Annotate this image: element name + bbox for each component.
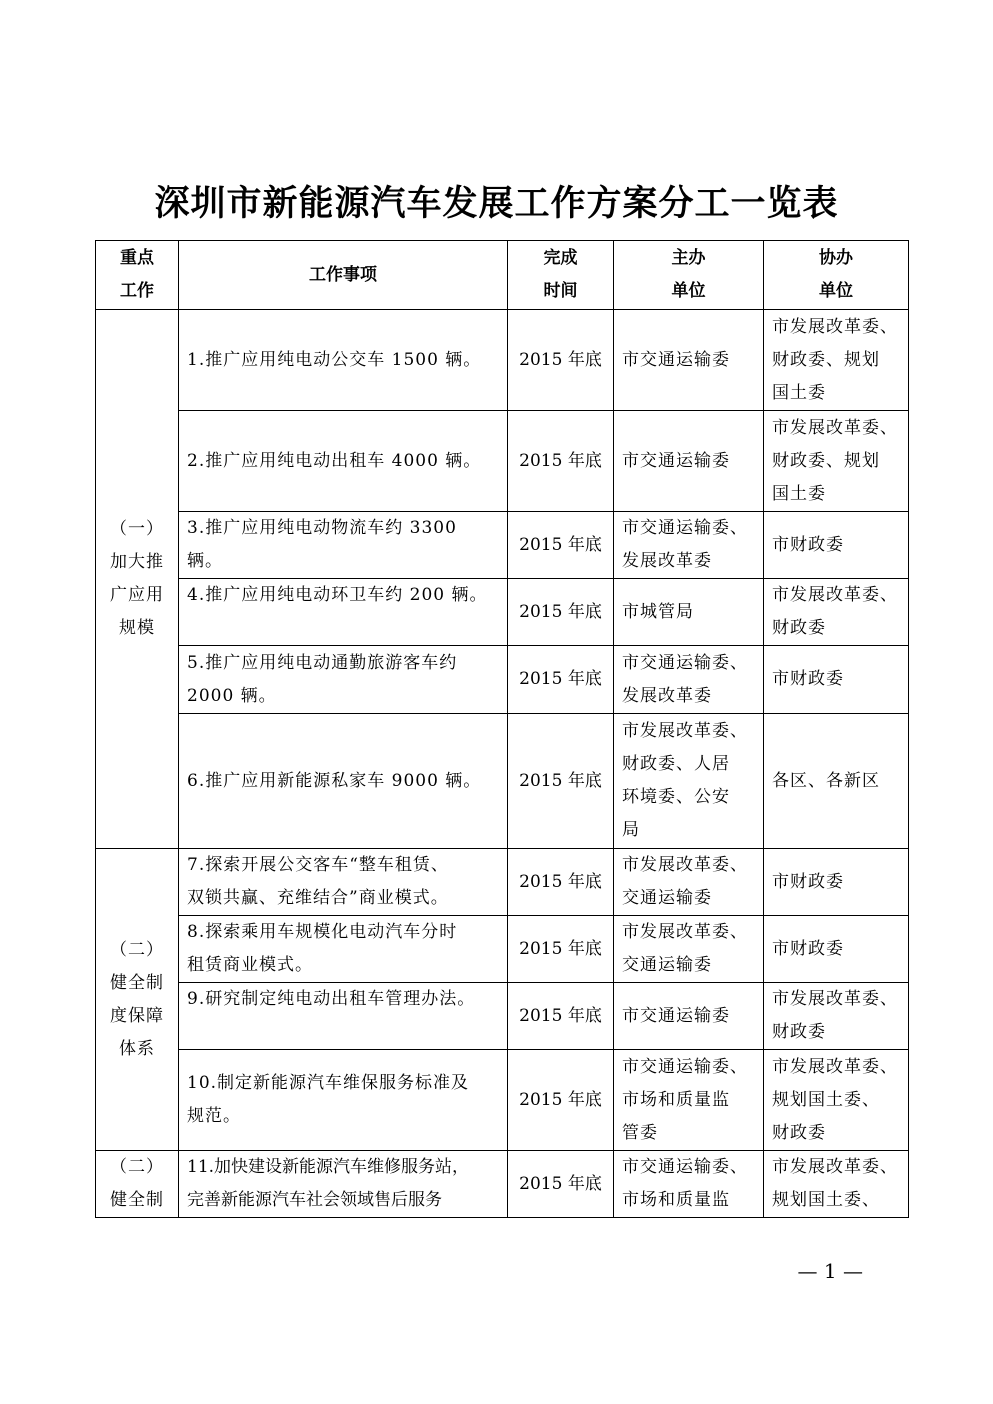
- time-cell: 2015 年底: [508, 646, 614, 714]
- time-cell: 2015 年底: [508, 1151, 614, 1218]
- time-cell: 2015 年底: [508, 310, 614, 411]
- task-cell: 10.制定新能源汽车维保服务标准及 规范。: [179, 1050, 508, 1151]
- time-cell: 2015 年底: [508, 916, 614, 983]
- lead-unit-cell: 市城管局: [614, 579, 764, 646]
- assist-unit-cell: 市财政委: [764, 646, 909, 714]
- task-cell: 7.探索开展公交客车“整车租赁、 双锁共赢、充维结合”商业模式。: [179, 849, 508, 916]
- task-cell: 9.研究制定纯电动出租车管理办法。: [179, 983, 508, 1050]
- assist-unit-cell: 市发展改革委、 财政委、规划 国土委: [764, 411, 909, 512]
- table-row: [96, 983, 909, 1050]
- assist-unit-cell: 市财政委: [764, 849, 909, 916]
- task-cell: 3.推广应用纯电动物流车约 3300 辆。: [179, 512, 508, 579]
- assist-unit-cell: 市财政委: [764, 916, 909, 983]
- assist-unit-cell: 市发展改革委、 财政委: [764, 579, 909, 646]
- table-row: [96, 714, 909, 849]
- page-number: — 1 —: [797, 1259, 863, 1283]
- task-cell: 6.推广应用新能源私家车 9000 辆。: [179, 714, 508, 849]
- table-row: [96, 1050, 909, 1151]
- table-row: [96, 1151, 909, 1218]
- time-cell: 2015 年底: [508, 849, 614, 916]
- task-cell: 8.探索乘用车规模化电动汽车分时 租赁商业模式。: [179, 916, 508, 983]
- lead-unit-cell: 市交通运输委: [614, 411, 764, 512]
- page-title: 深圳市新能源汽车发展工作方案分工一览表: [154, 184, 839, 224]
- header-work-item: 工作事项: [179, 241, 508, 310]
- table-row: [96, 512, 909, 579]
- table-row: [96, 411, 909, 512]
- lead-unit-cell: 市交通运输委: [614, 310, 764, 411]
- task-cell: 2.推广应用纯电动出租车 4000 辆。: [179, 411, 508, 512]
- table-row: [96, 579, 909, 646]
- time-cell: 2015 年底: [508, 411, 614, 512]
- table-row: [96, 646, 909, 714]
- group-label-3: （二） 健全制: [96, 1151, 179, 1218]
- task-cell: 11.加快建设新能源汽车维修服务站， 完善新能源汽车社会领域售后服务: [179, 1151, 508, 1218]
- lead-unit-cell: 市交通运输委、 市场和质量监: [614, 1151, 764, 1218]
- header-key-work: 重点 工作: [96, 241, 179, 310]
- assist-unit-cell: 市发展改革委、 规划国土委、: [764, 1151, 909, 1218]
- table-row: [96, 849, 909, 916]
- table-header-row: [96, 241, 909, 310]
- task-cell: 1.推广应用纯电动公交车 1500 辆。: [179, 310, 508, 411]
- time-cell: 2015 年底: [508, 983, 614, 1050]
- task-table: [95, 240, 909, 1218]
- task-cell: 5.推广应用纯电动通勤旅游客车约 2000 辆。: [179, 646, 508, 714]
- lead-unit-cell: 市交通运输委: [614, 983, 764, 1050]
- task-cell: 4.推广应用纯电动环卫车约 200 辆。: [179, 579, 508, 646]
- header-assist-unit: 协办 单位: [764, 241, 909, 310]
- time-cell: 2015 年底: [508, 714, 614, 849]
- lead-unit-cell: 市交通运输委、 发展改革委: [614, 512, 764, 579]
- group-label-1: （一） 加大推 广应用 规模: [96, 310, 179, 849]
- assist-unit-cell: 市发展改革委、 规划国土委、 财政委: [764, 1050, 909, 1151]
- time-cell: 2015 年底: [508, 512, 614, 579]
- assist-unit-cell: 市发展改革委、 财政委、规划 国土委: [764, 310, 909, 411]
- assist-unit-cell: 市财政委: [764, 512, 909, 579]
- lead-unit-cell: 市发展改革委、 交通运输委: [614, 916, 764, 983]
- group-label-2: （二） 健全制 度保障 体系: [96, 849, 179, 1151]
- lead-unit-cell: 市发展改革委、 财政委、人居 环境委、公安 局: [614, 714, 764, 849]
- assist-unit-cell: 各区、各新区: [764, 714, 909, 849]
- time-cell: 2015 年底: [508, 1050, 614, 1151]
- table-row: [96, 916, 909, 983]
- assist-unit-cell: 市发展改革委、 财政委: [764, 983, 909, 1050]
- header-completion-time: 完成 时间: [508, 241, 614, 310]
- header-lead-unit: 主办 单位: [614, 241, 764, 310]
- time-cell: 2015 年底: [508, 579, 614, 646]
- lead-unit-cell: 市发展改革委、 交通运输委: [614, 849, 764, 916]
- lead-unit-cell: 市交通运输委、 发展改革委: [614, 646, 764, 714]
- table-row: [96, 310, 909, 411]
- lead-unit-cell: 市交通运输委、 市场和质量监 管委: [614, 1050, 764, 1151]
